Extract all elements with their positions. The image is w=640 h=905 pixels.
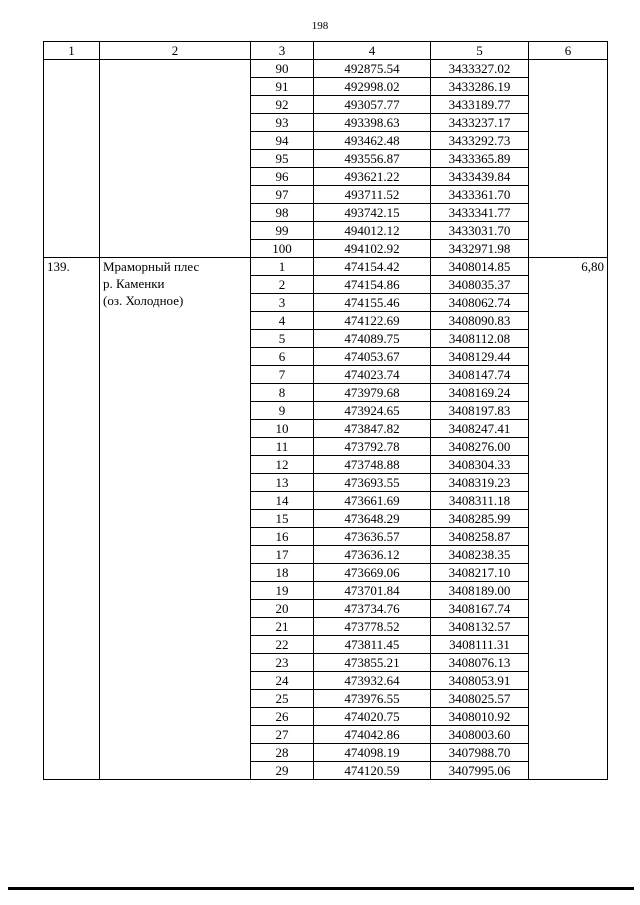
point-number: 12 xyxy=(251,456,314,474)
point-number: 92 xyxy=(251,96,314,114)
coordinate-x: 494102.92 xyxy=(314,240,431,258)
coordinate-x: 473778.52 xyxy=(314,618,431,636)
coordinate-x: 474120.59 xyxy=(314,762,431,780)
object-name-line: р. Каменки xyxy=(103,276,165,291)
coordinate-y: 3408076.13 xyxy=(431,654,529,672)
table-row xyxy=(44,60,608,78)
point-number: 5 xyxy=(251,330,314,348)
point-number: 18 xyxy=(251,564,314,582)
coordinate-x: 473979.68 xyxy=(314,384,431,402)
bottom-rule xyxy=(8,887,634,890)
coordinate-y: 3432971.98 xyxy=(431,240,529,258)
coordinate-x: 473811.45 xyxy=(314,636,431,654)
table-row xyxy=(44,258,608,276)
coordinate-y: 3408169.24 xyxy=(431,384,529,402)
coordinate-y: 3408112.08 xyxy=(431,330,529,348)
coordinate-y: 3408247.41 xyxy=(431,420,529,438)
coordinate-x: 473636.57 xyxy=(314,528,431,546)
point-number: 19 xyxy=(251,582,314,600)
coordinate-y: 3408197.83 xyxy=(431,402,529,420)
point-number: 20 xyxy=(251,600,314,618)
coordinate-y: 3408053.91 xyxy=(431,672,529,690)
coordinate-x: 493462.48 xyxy=(314,132,431,150)
coordinate-x: 473636.12 xyxy=(314,546,431,564)
coordinate-y: 3408111.31 xyxy=(431,636,529,654)
point-number: 22 xyxy=(251,636,314,654)
coordinate-y: 3408189.00 xyxy=(431,582,529,600)
coordinate-y: 3408090.83 xyxy=(431,312,529,330)
coordinate-x: 492998.02 xyxy=(314,78,431,96)
coordinate-x: 473847.82 xyxy=(314,420,431,438)
coordinate-y: 3408276.00 xyxy=(431,438,529,456)
column-header: 6 xyxy=(529,42,608,60)
object-name xyxy=(100,60,251,258)
object-number: 139. xyxy=(44,258,100,780)
point-number: 23 xyxy=(251,654,314,672)
coordinate-y: 3408258.87 xyxy=(431,528,529,546)
coordinate-y: 3433365.89 xyxy=(431,150,529,168)
coordinate-y: 3408035.37 xyxy=(431,276,529,294)
coordinate-y: 3408238.35 xyxy=(431,546,529,564)
point-number: 4 xyxy=(251,312,314,330)
point-number: 6 xyxy=(251,348,314,366)
coordinate-y: 3408129.44 xyxy=(431,348,529,366)
coordinate-x: 474155.46 xyxy=(314,294,431,312)
point-number: 99 xyxy=(251,222,314,240)
coordinate-y: 3408285.99 xyxy=(431,510,529,528)
area-value: 6,80 xyxy=(529,258,608,780)
coordinate-x: 474098.19 xyxy=(314,744,431,762)
coordinate-y: 3408311.18 xyxy=(431,492,529,510)
point-number: 98 xyxy=(251,204,314,222)
coordinate-y: 3407988.70 xyxy=(431,744,529,762)
point-number: 2 xyxy=(251,276,314,294)
coordinate-y: 3433327.02 xyxy=(431,60,529,78)
coordinate-y: 3407995.06 xyxy=(431,762,529,780)
coordinate-x: 493556.87 xyxy=(314,150,431,168)
point-number: 100 xyxy=(251,240,314,258)
coordinate-x: 473792.78 xyxy=(314,438,431,456)
table-body xyxy=(44,60,608,780)
point-number: 90 xyxy=(251,60,314,78)
point-number: 25 xyxy=(251,690,314,708)
coordinate-y: 3433286.19 xyxy=(431,78,529,96)
column-header: 1 xyxy=(44,42,100,60)
object-number xyxy=(44,60,100,258)
point-number: 9 xyxy=(251,402,314,420)
point-number: 3 xyxy=(251,294,314,312)
object-name-line: (оз. Холодное) xyxy=(103,293,184,308)
point-number: 24 xyxy=(251,672,314,690)
point-number: 8 xyxy=(251,384,314,402)
point-number: 29 xyxy=(251,762,314,780)
point-number: 27 xyxy=(251,726,314,744)
point-number: 11 xyxy=(251,438,314,456)
point-number: 13 xyxy=(251,474,314,492)
coordinate-x: 492875.54 xyxy=(314,60,431,78)
coordinate-x: 474154.86 xyxy=(314,276,431,294)
point-number: 16 xyxy=(251,528,314,546)
coordinate-x: 473976.55 xyxy=(314,690,431,708)
point-number: 97 xyxy=(251,186,314,204)
coordinate-x: 474122.69 xyxy=(314,312,431,330)
coordinate-y: 3433237.17 xyxy=(431,114,529,132)
object-name xyxy=(100,258,251,780)
coordinate-y: 3433341.77 xyxy=(431,204,529,222)
coordinate-y: 3408025.57 xyxy=(431,690,529,708)
point-number: 14 xyxy=(251,492,314,510)
column-header: 4 xyxy=(314,42,431,60)
coordinate-x: 473924.65 xyxy=(314,402,431,420)
point-number: 94 xyxy=(251,132,314,150)
coordinate-y: 3408003.60 xyxy=(431,726,529,744)
point-number: 7 xyxy=(251,366,314,384)
coordinate-x: 493398.63 xyxy=(314,114,431,132)
coordinate-y: 3433292.73 xyxy=(431,132,529,150)
coordinate-x: 473932.64 xyxy=(314,672,431,690)
coordinate-x: 474023.74 xyxy=(314,366,431,384)
coordinate-x: 473734.76 xyxy=(314,600,431,618)
point-number: 28 xyxy=(251,744,314,762)
coordinates-table xyxy=(43,41,608,780)
coordinate-y: 3408132.57 xyxy=(431,618,529,636)
coordinate-y: 3408010.92 xyxy=(431,708,529,726)
point-number: 15 xyxy=(251,510,314,528)
coordinate-x: 474042.86 xyxy=(314,726,431,744)
coordinate-x: 473748.88 xyxy=(314,456,431,474)
point-number: 91 xyxy=(251,78,314,96)
coordinate-y: 3408319.23 xyxy=(431,474,529,492)
column-header: 3 xyxy=(251,42,314,60)
coordinate-x: 474053.67 xyxy=(314,348,431,366)
coordinate-y: 3408304.33 xyxy=(431,456,529,474)
point-number: 95 xyxy=(251,150,314,168)
point-number: 96 xyxy=(251,168,314,186)
coordinate-x: 473669.06 xyxy=(314,564,431,582)
coordinate-x: 473661.69 xyxy=(314,492,431,510)
coordinate-y: 3433439.84 xyxy=(431,168,529,186)
page-number: 198 xyxy=(311,20,329,32)
coordinate-x: 473855.21 xyxy=(314,654,431,672)
coordinate-x: 474020.75 xyxy=(314,708,431,726)
coordinate-x: 474089.75 xyxy=(314,330,431,348)
area-value xyxy=(529,60,608,258)
coordinate-y: 3433361.70 xyxy=(431,186,529,204)
coordinate-x: 493621.22 xyxy=(314,168,431,186)
coordinate-y: 3433031.70 xyxy=(431,222,529,240)
coordinate-x: 493742.15 xyxy=(314,204,431,222)
coordinate-y: 3408167.74 xyxy=(431,600,529,618)
object-name-line: Мраморный плес xyxy=(103,259,200,274)
point-number: 1 xyxy=(251,258,314,276)
column-header: 5 xyxy=(431,42,529,60)
column-header-row xyxy=(44,42,608,60)
point-number: 26 xyxy=(251,708,314,726)
column-header: 2 xyxy=(100,42,251,60)
coordinate-y: 3408014.85 xyxy=(431,258,529,276)
coordinate-y: 3408062.74 xyxy=(431,294,529,312)
point-number: 10 xyxy=(251,420,314,438)
point-number: 21 xyxy=(251,618,314,636)
coordinate-x: 493057.77 xyxy=(314,96,431,114)
coordinate-x: 493711.52 xyxy=(314,186,431,204)
point-number: 17 xyxy=(251,546,314,564)
point-number: 93 xyxy=(251,114,314,132)
coordinate-y: 3408217.10 xyxy=(431,564,529,582)
coordinate-x: 473648.29 xyxy=(314,510,431,528)
coordinate-y: 3408147.74 xyxy=(431,366,529,384)
coordinate-x: 473693.55 xyxy=(314,474,431,492)
coordinate-x: 473701.84 xyxy=(314,582,431,600)
coordinate-y: 3433189.77 xyxy=(431,96,529,114)
coordinate-x: 474154.42 xyxy=(314,258,431,276)
coordinate-x: 494012.12 xyxy=(314,222,431,240)
